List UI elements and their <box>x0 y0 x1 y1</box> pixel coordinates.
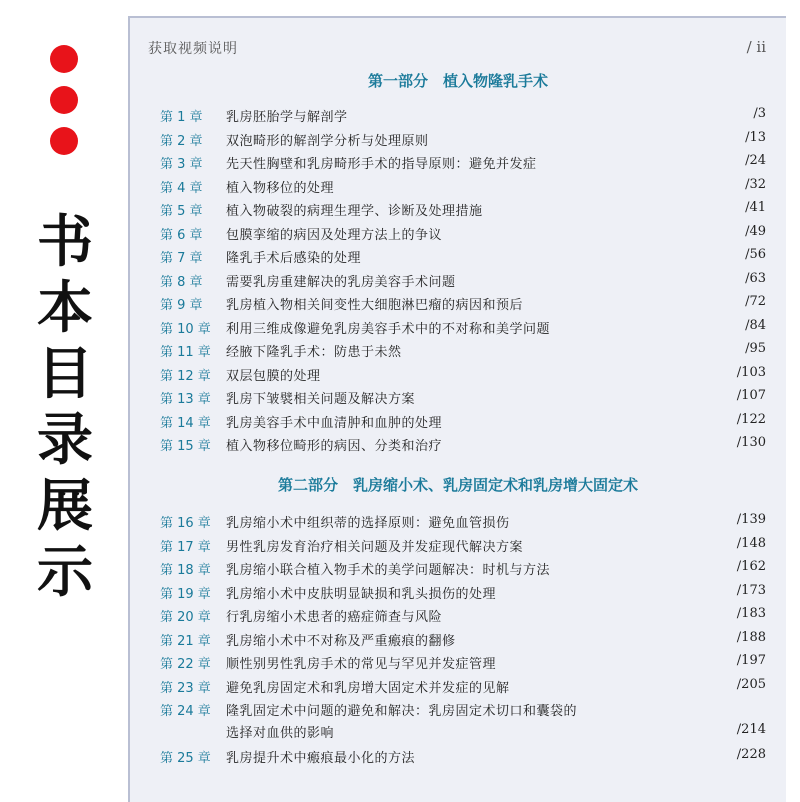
chapter-number: 第 19 章 <box>160 586 211 602</box>
chapter-title: 避免乳房固定术和乳房增大固定术并发症的见解 <box>226 680 510 696</box>
chapter-number: 第 25 章 <box>160 750 211 766</box>
toc-entry <box>160 557 766 579</box>
header-label: 获取视频说明 <box>148 41 238 57</box>
chapter-page: /32 <box>745 176 766 192</box>
chapter-title: 利用三维成像避免乳房美容手术中的不对称和美学问题 <box>226 321 551 337</box>
chapter-page: /148 <box>736 535 766 551</box>
toc-entry <box>160 245 766 267</box>
chapter-page: /214 <box>736 722 766 737</box>
toc-entry <box>160 128 766 150</box>
chapter-page: /49 <box>745 223 766 239</box>
chapter-title: 植入物破裂的病理生理学、诊断及处理措施 <box>226 204 483 219</box>
chapter-title: 隆乳手术后感染的处理 <box>226 251 362 266</box>
chapter-number: 第 16 章 <box>160 516 211 531</box>
chapter-number: 第 1 章 <box>160 110 203 125</box>
chapter-title: 乳房缩小术中不对称及严重瘢痕的翻修 <box>226 633 456 649</box>
part1-title: 第一部分 植入物隆乳手术 <box>367 72 548 90</box>
chapter-title: 乳房植入物相关间变性大细胞淋巴瘤的病因和预后 <box>226 298 524 313</box>
chapter-number: 第 21 章 <box>160 633 211 649</box>
chapter-page: /130 <box>736 435 766 450</box>
side-title-char: 录 <box>37 408 93 473</box>
chapter-number: 第 8 章 <box>160 274 203 290</box>
red-dots-decoration <box>50 45 82 168</box>
chapter-number: 第 20 章 <box>160 610 211 625</box>
chapter-title: 顺性别男性乳房手术的常见与罕见并发症管理 <box>226 657 497 672</box>
chapter-number: 第 14 章 <box>160 415 211 431</box>
chapter-title: 乳房下皱襞相关问题及解决方案 <box>226 392 416 407</box>
chapter-title: 乳房胚胎学与解剖学 <box>226 110 348 125</box>
toc-entry <box>160 651 766 673</box>
chapter-number: 第 24 章 <box>160 704 211 719</box>
chapter-number: 第 10 章 <box>160 321 211 337</box>
chapter-title-continued: 选择对血供的影响 <box>226 726 335 741</box>
toc-entry <box>160 363 766 385</box>
chapter-title: 乳房提升术中瘢痕最小化的方法 <box>226 750 416 766</box>
toc-entry <box>160 316 766 338</box>
toc-entry <box>160 269 766 291</box>
toc-entry <box>160 628 766 650</box>
toc-entry <box>160 604 766 626</box>
chapter-title: 经腋下隆乳手术：防患于未然 <box>226 345 402 360</box>
chapter-title: 乳房缩小术中组织蒂的选择原则：避免血管损伤 <box>226 516 510 531</box>
chapter-number: 第 6 章 <box>160 227 203 243</box>
chapter-page: /183 <box>736 606 766 621</box>
chapter-page: /162 <box>736 559 766 574</box>
chapter-number: 第 23 章 <box>160 680 211 696</box>
toc-entry <box>160 745 766 767</box>
chapter-page: /188 <box>736 629 766 645</box>
chapter-page: /72 <box>745 294 766 309</box>
chapter-page: /13 <box>745 129 766 145</box>
toc-entry <box>160 104 766 126</box>
chapter-page: /3 <box>753 106 766 121</box>
chapter-title: 男性乳房发育治疗相关问题及并发症现代解决方案 <box>226 539 524 555</box>
chapter-page: /173 <box>736 582 766 598</box>
chapter-page: /107 <box>736 388 766 403</box>
chapter-number: 第 7 章 <box>160 251 203 266</box>
chapter-page: /63 <box>745 270 766 286</box>
chapter-page: /56 <box>745 247 766 262</box>
red-dot-icon <box>50 127 78 155</box>
chapter-number: 第 3 章 <box>160 157 203 172</box>
toc-entry <box>160 386 766 408</box>
chapter-number: 第 22 章 <box>160 657 211 672</box>
chapter-title: 植入物移位畸形的病因、分类和治疗 <box>226 439 443 454</box>
chapter-page: /84 <box>745 317 766 333</box>
toc-entry <box>160 433 766 455</box>
toc-entry <box>160 175 766 197</box>
toc-entry <box>160 698 766 741</box>
toc-entry <box>160 198 766 220</box>
chapter-number: 第 15 章 <box>160 439 211 454</box>
chapter-number: 第 5 章 <box>160 204 203 219</box>
chapter-page: /139 <box>736 512 766 527</box>
chapter-page: /228 <box>736 746 766 762</box>
page-header <box>148 38 766 58</box>
chapter-page: /41 <box>745 200 766 215</box>
chapter-page: /205 <box>736 676 766 692</box>
chapter-title: 行乳房缩小术患者的癌症筛查与风险 <box>226 610 443 625</box>
chapter-number: 第 12 章 <box>160 368 211 384</box>
toc-entry <box>160 581 766 603</box>
chapter-title: 乳房缩小联合植入物手术的美学问题解决：时机与方法 <box>226 563 551 578</box>
side-title-char: 展 <box>37 474 93 539</box>
chapter-title: 双层包膜的处理 <box>226 368 321 384</box>
chapter-title: 双泡畸形的解剖学分析与处理原则 <box>226 133 429 149</box>
chapter-title: 先天性胸壁和乳房畸形手术的指导原则：避免并发症 <box>226 157 537 172</box>
red-dot-icon <box>50 86 78 114</box>
chapter-title: 植入物移位的处理 <box>226 180 335 196</box>
chapter-number: 第 17 章 <box>160 539 211 555</box>
part2-title: 第二部分 乳房缩小术、乳房固定术和乳房增大固定术 <box>277 476 638 494</box>
chapter-page: /197 <box>736 653 766 668</box>
chapter-number: 第 18 章 <box>160 563 211 578</box>
side-title-char: 目 <box>37 342 93 407</box>
toc-entry <box>160 675 766 697</box>
chapter-title: 需要乳房重建解决的乳房美容手术问题 <box>226 274 456 290</box>
red-dot-icon <box>50 45 78 73</box>
chapter-number: 第 2 章 <box>160 133 203 149</box>
page-number: / ii <box>746 38 766 56</box>
chapter-page: /95 <box>745 341 766 356</box>
toc-entry <box>160 410 766 432</box>
chapter-title: 乳房美容手术中血清肿和血肿的处理 <box>226 415 443 431</box>
chapter-page: /122 <box>736 411 766 427</box>
chapter-title: 乳房缩小术中皮肤明显缺损和乳头损伤的处理 <box>226 586 497 602</box>
toc-entry <box>160 534 766 556</box>
toc-entry <box>160 510 766 532</box>
toc-entry <box>160 292 766 314</box>
chapter-number: 第 4 章 <box>160 180 203 196</box>
chapter-page: /103 <box>736 364 766 380</box>
toc-entry <box>160 151 766 173</box>
chapter-number: 第 13 章 <box>160 392 211 407</box>
chapter-title: 隆乳固定术中问题的避免和解决：乳房固定术切口和囊袋的 <box>226 704 578 719</box>
toc-entry <box>160 339 766 361</box>
toc-page <box>128 16 786 802</box>
chapter-title: 包膜挛缩的病因及处理方法上的争议 <box>226 227 443 243</box>
chapter-page: /24 <box>745 153 766 168</box>
side-title-char: 本 <box>37 276 93 341</box>
chapter-number: 第 9 章 <box>160 298 203 313</box>
toc-entry <box>160 222 766 244</box>
side-title-char: 书 <box>37 210 93 275</box>
side-title-char: 示 <box>37 540 93 605</box>
side-title <box>25 210 105 606</box>
chapter-number: 第 11 章 <box>160 345 211 360</box>
